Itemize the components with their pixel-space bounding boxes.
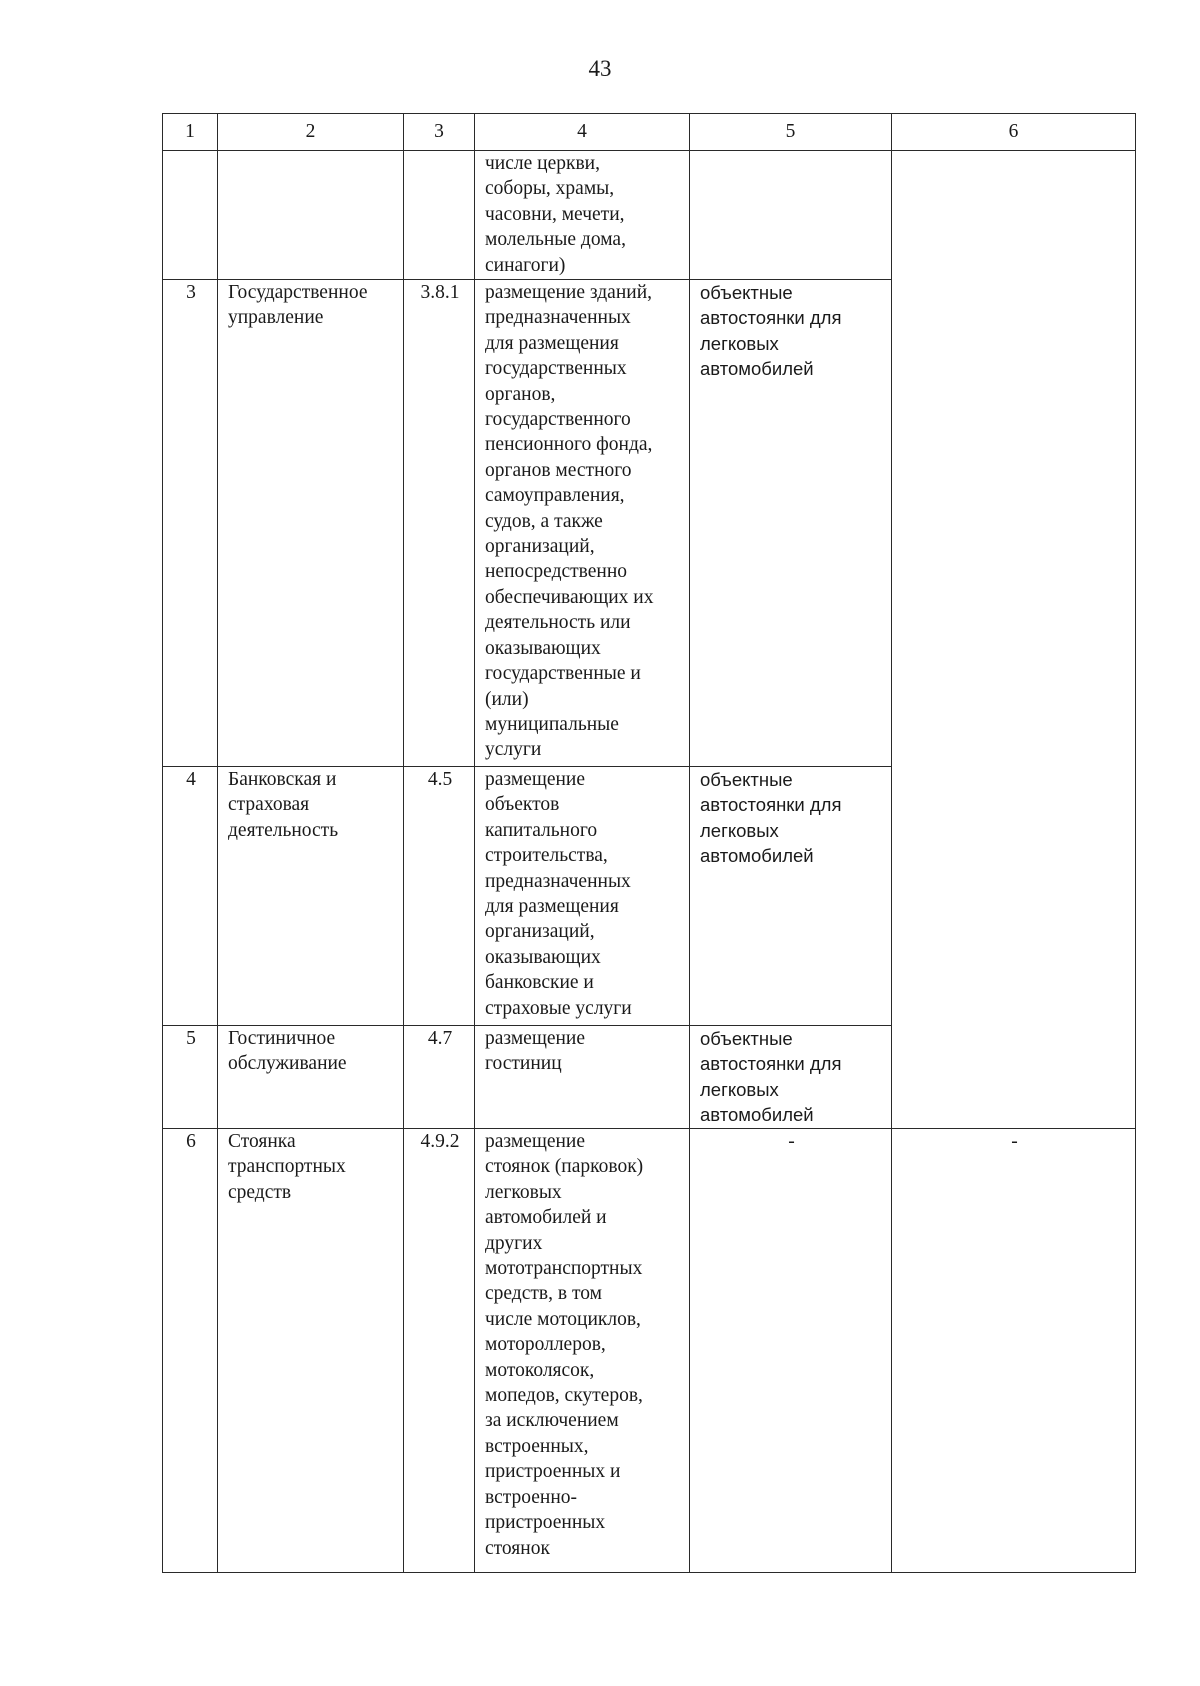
row-number-cell: 6 [163, 1129, 218, 1573]
use-name-cell: Гостиничное обслуживание [218, 1026, 404, 1129]
parking-cell [690, 151, 892, 280]
use-description-cell: размещение гостиниц [475, 1026, 690, 1129]
row-number-cell: 4 [163, 767, 218, 1026]
table-header-row [163, 114, 1136, 151]
parking-cell: объектные автостоянки для легковых автомобилей [690, 1026, 892, 1129]
use-code-cell: 4.9.2 [404, 1129, 475, 1573]
column-header: 5 [690, 114, 892, 151]
use-code-cell: 4.7 [404, 1026, 475, 1129]
table-row [163, 151, 1136, 280]
column-header: 3 [404, 114, 475, 151]
table-row [163, 1129, 1136, 1573]
column-6-cell: - [892, 1129, 1136, 1573]
column-6-merged-cell [892, 151, 1136, 1129]
use-description-cell: размещение стоянок (парковок) легковых автомобилей и других мототранспортных средств, в том числе мотоциклов, мотороллеров, мотоколясок, мопедов, скутеров, за исключением встроенных, пристроенных и встроенно- пристроенных стоянок [475, 1129, 690, 1573]
column-header: 6 [892, 114, 1136, 151]
use-code-cell: 4.5 [404, 767, 475, 1026]
column-header: 1 [163, 114, 218, 151]
column-header: 2 [218, 114, 404, 151]
use-name-cell [218, 151, 404, 280]
use-description-cell: размещение объектов капитального строительства, предназначенных для размещения организаций, оказывающих банковские и страховые услуги [475, 767, 690, 1026]
row-number-cell: 5 [163, 1026, 218, 1129]
parking-cell: объектные автостоянки для легковых автомобилей [690, 767, 892, 1026]
use-code-cell: 3.8.1 [404, 280, 475, 767]
use-name-cell: Банковская и страховая деятельность [218, 767, 404, 1026]
land-use-table [162, 113, 1136, 1573]
column-header: 4 [475, 114, 690, 151]
parking-cell: объектные автостоянки для легковых автомобилей [690, 280, 892, 767]
row-number-cell: 3 [163, 280, 218, 767]
use-name-cell: Стоянка транспортных средств [218, 1129, 404, 1573]
row-number-cell [163, 151, 218, 280]
parking-cell: - [690, 1129, 892, 1573]
use-description-cell: числе церкви, соборы, храмы, часовни, мечети, молельные дома, синагоги) [475, 151, 690, 280]
use-name-cell: Государственное управление [218, 280, 404, 767]
use-code-cell [404, 151, 475, 280]
use-description-cell: размещение зданий, предназначенных для размещения государственных органов, государственного пенсионного фонда, органов местного самоуправления, судов, а также организаций, непосредственно обеспечивающих их деятельность или оказывающих государственные и (или) муниципальные услуги [475, 280, 690, 767]
page-number: 43 [588, 56, 612, 81]
